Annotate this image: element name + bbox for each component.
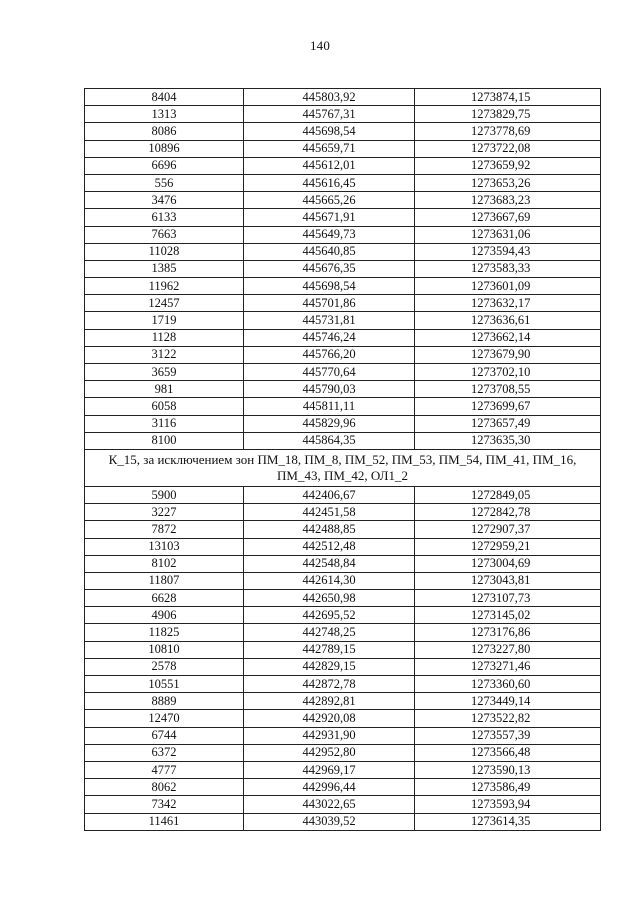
table-row: [85, 106, 601, 123]
x-coordinate-cell: 442512,48: [244, 538, 415, 555]
y-coordinate-cell: 1273653,26: [415, 174, 601, 191]
point-number-cell: 11825: [85, 624, 244, 641]
x-coordinate-cell: 442969,17: [244, 761, 415, 778]
x-coordinate-cell: 445803,92: [244, 89, 415, 106]
table-row: [85, 243, 601, 260]
x-coordinate-cell: 445649,73: [244, 226, 415, 243]
table-row: [85, 658, 601, 675]
y-coordinate-cell: 1272842,78: [415, 504, 601, 521]
table-row: [85, 641, 601, 658]
y-coordinate-cell: 1273874,15: [415, 89, 601, 106]
y-coordinate-cell: 1273590,13: [415, 761, 601, 778]
point-number-cell: 12457: [85, 295, 244, 312]
table-row: [85, 209, 601, 226]
page-number: 140: [309, 38, 331, 53]
point-number-cell: 7872: [85, 521, 244, 538]
x-coordinate-cell: 443022,65: [244, 796, 415, 813]
x-coordinate-cell: 445665,26: [244, 192, 415, 209]
x-coordinate-cell: 445612,01: [244, 157, 415, 174]
x-coordinate-cell: 442789,15: [244, 641, 415, 658]
point-number-cell: 11461: [85, 813, 244, 830]
x-coordinate-cell: 445731,81: [244, 312, 415, 329]
point-number-cell: 2578: [85, 658, 244, 675]
y-coordinate-cell: 1273557,39: [415, 727, 601, 744]
table-row: [85, 624, 601, 641]
point-number-cell: 12470: [85, 710, 244, 727]
point-number-cell: 3116: [85, 415, 244, 432]
table-row: [85, 590, 601, 607]
coordinates-table-body: [85, 89, 601, 831]
y-coordinate-cell: 1273043,81: [415, 572, 601, 589]
x-coordinate-cell: 445671,91: [244, 209, 415, 226]
point-number-cell: 7663: [85, 226, 244, 243]
y-coordinate-cell: 1273522,82: [415, 710, 601, 727]
point-number-cell: 1385: [85, 260, 244, 277]
point-number-cell: 10810: [85, 641, 244, 658]
y-coordinate-cell: 1273662,14: [415, 329, 601, 346]
table-row: [85, 140, 601, 157]
point-number-cell: 3476: [85, 192, 244, 209]
y-coordinate-cell: 1273722,08: [415, 140, 601, 157]
y-coordinate-cell: 1273657,49: [415, 415, 601, 432]
table-row: [85, 761, 601, 778]
table-row: [85, 432, 601, 449]
point-number-cell: 11962: [85, 278, 244, 295]
table-row: [85, 312, 601, 329]
table-row: [85, 174, 601, 191]
x-coordinate-cell: 442488,85: [244, 521, 415, 538]
table-row: [85, 398, 601, 415]
point-number-cell: 8086: [85, 123, 244, 140]
y-coordinate-cell: 1273004,69: [415, 555, 601, 572]
point-number-cell: 4906: [85, 607, 244, 624]
point-number-cell: 11807: [85, 572, 244, 589]
table-row: [85, 779, 601, 796]
x-coordinate-cell: 445616,45: [244, 174, 415, 191]
y-coordinate-cell: 1273594,43: [415, 243, 601, 260]
table-row: [85, 329, 601, 346]
y-coordinate-cell: 1273566,48: [415, 744, 601, 761]
point-number-cell: 1719: [85, 312, 244, 329]
x-coordinate-cell: 442406,67: [244, 486, 415, 503]
y-coordinate-cell: 1273667,69: [415, 209, 601, 226]
table-row: [85, 415, 601, 432]
table-row: [85, 123, 601, 140]
table-row: [85, 364, 601, 381]
table-row: [85, 710, 601, 727]
y-coordinate-cell: 1273601,09: [415, 278, 601, 295]
point-number-cell: 6744: [85, 727, 244, 744]
y-coordinate-cell: 1273829,75: [415, 106, 601, 123]
x-coordinate-cell: 442829,15: [244, 658, 415, 675]
y-coordinate-cell: 1273636,61: [415, 312, 601, 329]
table-row: [85, 676, 601, 693]
x-coordinate-cell: 445766,20: [244, 346, 415, 363]
table-row: [85, 486, 601, 503]
table-row: [85, 346, 601, 363]
point-number-cell: 6628: [85, 590, 244, 607]
x-coordinate-cell: 442614,30: [244, 572, 415, 589]
table-row: [85, 796, 601, 813]
y-coordinate-cell: 1273635,30: [415, 432, 601, 449]
point-number-cell: 6696: [85, 157, 244, 174]
table-row: [85, 693, 601, 710]
y-coordinate-cell: 1273659,92: [415, 157, 601, 174]
point-number-cell: 8062: [85, 779, 244, 796]
point-number-cell: 3227: [85, 504, 244, 521]
point-number-cell: 1128: [85, 329, 244, 346]
point-number-cell: 3122: [85, 346, 244, 363]
table-row: [85, 192, 601, 209]
y-coordinate-cell: 1273145,02: [415, 607, 601, 624]
table-row: [85, 572, 601, 589]
y-coordinate-cell: 1273107,73: [415, 590, 601, 607]
table-row: [85, 226, 601, 243]
x-coordinate-cell: 445829,96: [244, 415, 415, 432]
y-coordinate-cell: 1273593,94: [415, 796, 601, 813]
table-row: [85, 538, 601, 555]
y-coordinate-cell: 1273360,60: [415, 676, 601, 693]
point-number-cell: 6372: [85, 744, 244, 761]
y-coordinate-cell: 1273679,90: [415, 346, 601, 363]
y-coordinate-cell: 1273631,06: [415, 226, 601, 243]
table-row: [85, 555, 601, 572]
y-coordinate-cell: 1273227,80: [415, 641, 601, 658]
point-number-cell: 8404: [85, 89, 244, 106]
x-coordinate-cell: 445746,24: [244, 329, 415, 346]
x-coordinate-cell: 445811,11: [244, 398, 415, 415]
x-coordinate-cell: 442920,08: [244, 710, 415, 727]
table-row: [85, 521, 601, 538]
y-coordinate-cell: 1273632,17: [415, 295, 601, 312]
x-coordinate-cell: 442931,90: [244, 727, 415, 744]
y-coordinate-cell: 1273449,14: [415, 693, 601, 710]
x-coordinate-cell: 442872,78: [244, 676, 415, 693]
y-coordinate-cell: 1273271,46: [415, 658, 601, 675]
x-coordinate-cell: 445640,85: [244, 243, 415, 260]
point-number-cell: 5900: [85, 486, 244, 503]
point-number-cell: 4777: [85, 761, 244, 778]
table-row: [85, 504, 601, 521]
x-coordinate-cell: 442451,58: [244, 504, 415, 521]
point-number-cell: 981: [85, 381, 244, 398]
x-coordinate-cell: 442996,44: [244, 779, 415, 796]
table-row: [85, 381, 601, 398]
section-heading-row: [85, 449, 601, 486]
x-coordinate-cell: 442548,84: [244, 555, 415, 572]
table-row: [85, 89, 601, 106]
table-row: [85, 278, 601, 295]
x-coordinate-cell: 445659,71: [244, 140, 415, 157]
x-coordinate-cell: 445770,64: [244, 364, 415, 381]
x-coordinate-cell: 445701,86: [244, 295, 415, 312]
y-coordinate-cell: 1272849,05: [415, 486, 601, 503]
point-number-cell: 13103: [85, 538, 244, 555]
point-number-cell: 7342: [85, 796, 244, 813]
y-coordinate-cell: 1273176,86: [415, 624, 601, 641]
x-coordinate-cell: 445767,31: [244, 106, 415, 123]
point-number-cell: 3659: [85, 364, 244, 381]
y-coordinate-cell: 1272959,21: [415, 538, 601, 555]
x-coordinate-cell: 445864,35: [244, 432, 415, 449]
y-coordinate-cell: 1273683,23: [415, 192, 601, 209]
table-row: [85, 157, 601, 174]
point-number-cell: 8100: [85, 432, 244, 449]
x-coordinate-cell: 445698,54: [244, 123, 415, 140]
y-coordinate-cell: 1273614,35: [415, 813, 601, 830]
table-row: [85, 607, 601, 624]
point-number-cell: 556: [85, 174, 244, 191]
x-coordinate-cell: 445698,54: [244, 278, 415, 295]
table-row: [85, 295, 601, 312]
point-number-cell: 6058: [85, 398, 244, 415]
y-coordinate-cell: 1273586,49: [415, 779, 601, 796]
y-coordinate-cell: 1273708,55: [415, 381, 601, 398]
y-coordinate-cell: 1273699,67: [415, 398, 601, 415]
x-coordinate-cell: 442748,25: [244, 624, 415, 641]
table-row: [85, 260, 601, 277]
point-number-cell: 8889: [85, 693, 244, 710]
x-coordinate-cell: 442952,80: [244, 744, 415, 761]
y-coordinate-cell: 1272907,37: [415, 521, 601, 538]
x-coordinate-cell: 442892,81: [244, 693, 415, 710]
table-row: [85, 813, 601, 830]
table-row: [85, 744, 601, 761]
x-coordinate-cell: 442695,52: [244, 607, 415, 624]
x-coordinate-cell: 443039,52: [244, 813, 415, 830]
y-coordinate-cell: 1273583,33: [415, 260, 601, 277]
point-number-cell: 8102: [85, 555, 244, 572]
point-number-cell: 11028: [85, 243, 244, 260]
x-coordinate-cell: 445790,03: [244, 381, 415, 398]
point-number-cell: 1313: [85, 106, 244, 123]
point-number-cell: 6133: [85, 209, 244, 226]
coordinates-table: [84, 88, 601, 831]
y-coordinate-cell: 1273702,10: [415, 364, 601, 381]
x-coordinate-cell: 442650,98: [244, 590, 415, 607]
section-heading: К_15, за исключением зон ПМ_18, ПМ_8, ПМ_52, ПМ_53, ПМ_54, ПМ_41, ПМ_16, ПМ_43, ПМ_42, ОЛ1_2: [85, 449, 601, 486]
table-row: [85, 727, 601, 744]
point-number-cell: 10551: [85, 676, 244, 693]
x-coordinate-cell: 445676,35: [244, 260, 415, 277]
y-coordinate-cell: 1273778,69: [415, 123, 601, 140]
point-number-cell: 10896: [85, 140, 244, 157]
